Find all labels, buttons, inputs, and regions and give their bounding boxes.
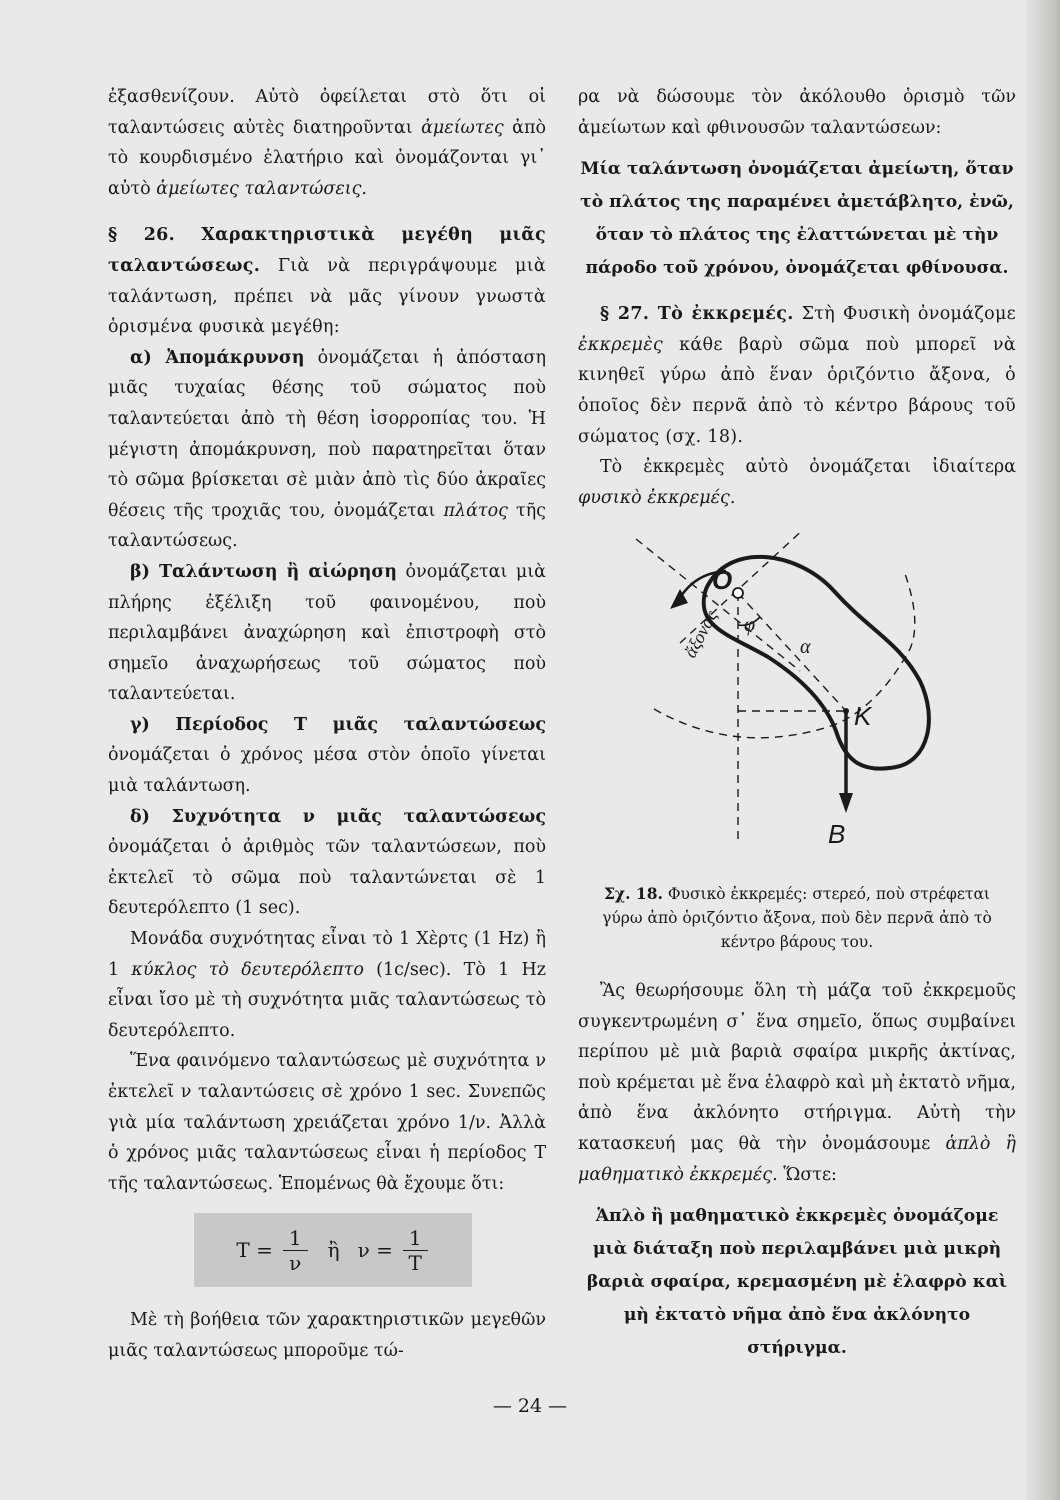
intro-text: ἐξασθενίζουν. Αὐτὸ ὀφείλεται στὸ ὅτι οἱ ταλαντώσεις αὐτὲς διατηροῦνται — [108, 87, 546, 138]
section-26-text: Γιὰ νὰ περιγράψουμε μιὰ ταλάντωση, πρέπει νὰ μᾶς γίνουν γνωστὰ ὁρισμένα φυσικὰ μεγέθη: — [108, 255, 546, 338]
right-intro-paragraph: ρα νὰ δώσουμε τὸν ἀκόλουθο ὁρισμὸ τῶν ἀμείωτων καὶ φθινουσῶν ταλαντώσεων: — [578, 87, 1016, 138]
simple-pendulum-paragraph — [578, 976, 1016, 1190]
formula-nu-lhs: ν = — [357, 1238, 393, 1263]
unit-italic: κύκλος τὸ δευτερόλεπτο — [131, 959, 364, 980]
weight-arrowhead — [839, 793, 853, 813]
section-27-text: Στὴ Φυσικὴ ὀνομάζομε — [801, 304, 1016, 325]
intro-italic: ἀμείωτες — [421, 117, 504, 138]
page-number: — 24 — — [492, 1395, 568, 1417]
fraction-denominator: ν — [289, 1250, 302, 1275]
closing-paragraph: Μὲ τὴ βοήθεια τῶν χαρακτηριστικῶν μεγεθῶν μιᾶς ταλαντώσεως μποροῦμε τώ- — [108, 1310, 546, 1361]
label-phi: φ — [744, 614, 756, 637]
caption-heading: Σχ. 18. — [603, 883, 663, 903]
figure-caption — [578, 882, 1016, 954]
physical-pendulum-paragraph — [578, 452, 1016, 513]
label-b: B — [828, 819, 846, 850]
fraction-1-over-nu — [283, 1226, 308, 1275]
section-26 — [108, 220, 546, 342]
unit-text-2: (1c/sec). Τὸ 1 Hz εἶναι ἴσο μὲ τὴ συχνότητα μιᾶς ταλαντώσεως τὸ δευτερόλεπτο. — [108, 959, 546, 1041]
unit-text: Μονάδα συχνότητας εἶναι τὸ 1 Χὲρτς (1 Hz) ἢ 1 — [108, 929, 546, 980]
item-c-text: ὀνομάζεται ὁ χρόνος μέσα στὸν ὁποῖο γίνεται μιὰ ταλάντωση. — [108, 745, 546, 797]
label-k: K — [854, 701, 872, 732]
left-column — [108, 82, 546, 1367]
section-27-italic: ἐκκρεμὲς — [578, 334, 663, 355]
label-axis: ἄξονας — [679, 607, 722, 662]
fraction-numerator: 1 — [403, 1226, 428, 1251]
fraction-denominator: T — [408, 1250, 422, 1275]
section-27-text-2: κάθε βαρὺ σῶμα ποὺ μπορεῖ νὰ κινηθεῖ γύρω ἀπὸ ἕναν ὁριζόντιο ἄξονα, ὁ ὁποῖος δὲν περνᾶ ἀπὸ τὸ κέντρο βάρους τοῦ σώματος (σχ. 18). — [578, 334, 1016, 447]
simple-pendulum-italic: ἁπλὸ ἢ μαθηματικὸ ἐκκρεμές. — [578, 1133, 1016, 1185]
item-a-text: ὀνομάζεται ἡ ἀπόσταση μιᾶς τυχαίας θέσης τοῦ σώματος ποὺ ταλαντεύεται ἀπὸ τὴ θέση ἰσορροπίας του. Ἡ μέγιστη ἀπομάκρυνση, ποὺ παρατηρεῖται ὅταν τὸ σῶμα βρίσκεται σὲ μιὰν ἀπὸ τὶς δύο ἀκραῖες θέσεις τῆς τροχιᾶς του, ὀνομάζεται — [108, 347, 546, 521]
simple-pendulum-text-2: Ὥστε: — [783, 1164, 837, 1185]
item-b-text: ὀνομάζεται μιὰ πλήρης ἐξέλιξη τοῦ φαινομένου, ποὺ περιλαμβάνει ἀναχώρηση καὶ ἐπιστροφὴ στὸ σημεῖο ἀναχωρήσεως τοῦ σώματος ποὺ ταλαντεύεται. — [108, 561, 546, 705]
item-a — [108, 343, 546, 557]
section-27-title: § 27. Τὸ ἐκκρεμές. — [600, 304, 794, 325]
item-d-heading: δ) Συχνότητα ν μιᾶς ταλαντώσεως — [130, 806, 546, 827]
item-b — [108, 557, 546, 710]
right-column — [578, 82, 1016, 1379]
dashed-ok-line — [738, 593, 846, 711]
item-a-italic: πλάτος — [443, 500, 508, 521]
definition-simple-pendulum: Ἁπλὸ ἢ μαθηματικὸ ἐκκρεμὲς ὀνομάζομε μιὰ διάταξη ποὺ περιλαμβάνει μιὰ μικρὴ βαριὰ σφαίρα, κρεμασμένη μὲ ἐλαφρὸ καὶ μὴ ἐκτατὸ νῆμα ἀπὸ ἕνα ἀκλόνητο στήριγμα. — [586, 1206, 1008, 1359]
simple-pendulum-text: Ἂς θεωρήσουμε ὅλη τὴ μάζα τοῦ ἐκκρεμοῦς συγκεντρωμένη σ᾽ ἕνα σημεῖο, ὅπως συμβαίνει περίπου μὲ μιὰ βαριὰ σφαίρα μικρῆς ἀκτίνας, ποὺ κρέμεται μὲ ἕνα ἐλαφρὸ καὶ μὴ ἐκτατὸ νῆμα, ἀπὸ ἕνα ἀκλόνητο στήριγμα. Αὐτὴ τὴν κατασκευή μας θὰ τὴν ὀνομάσουμε — [578, 980, 1016, 1154]
fraction-numerator: 1 — [283, 1226, 308, 1251]
item-d — [108, 802, 546, 924]
period-paragraph: Ἕνα φαινόμενο ταλαντώσεως μὲ συχνότητα ν ἐκτελεῖ ν ταλαντώσεις σὲ χρόνο 1 sec. Συνεπῶς γιὰ μία ταλάντωση χρειάζεται χρόνο 1/ν. Ἀλλὰ ὁ χρόνος μιᾶς ταλαντώσεως εἶναι ἡ περίοδος T τῆς ταλαντώσεως. Ἑπομένως θὰ ἔχουμε ὅτι: — [108, 1051, 546, 1194]
definition-damped: Μία ταλάντωση ὀνομάζεται ἀμείωτη, ὅταν τὸ πλάτος της παραμένει ἀμετάβλητο, ἐνῶ, ὅταν τὸ πλάτος της ἐλαττώνεται μὲ τὴν πάροδο τοῦ χρόνου, ὀνομάζεται φθίνουσα. — [580, 159, 1014, 279]
section-26-title: § 26. Χαρακτηριστικὰ μεγέθη μιᾶς ταλαντώσεως. — [108, 225, 546, 276]
physical-pendulum-figure — [578, 531, 1016, 861]
label-o: O — [712, 565, 733, 596]
item-a-text-2: τῆς ταλαντώσεως. — [108, 500, 546, 552]
formula-box — [194, 1213, 472, 1287]
item-b-heading: β) Ταλάντωση ἢ αἰώρηση — [130, 561, 397, 582]
section-27 — [578, 299, 1016, 452]
physical-pendulum-italic: φυσικὸ ἐκκρεμές. — [578, 487, 736, 508]
center-of-mass-point — [843, 708, 849, 714]
intro-italic-2: ἀμείωτες ταλαντώσεις. — [156, 178, 367, 199]
label-alpha: α — [800, 636, 811, 659]
item-c-heading: γ) Περίοδος T μιᾶς ταλαντώσεως — [130, 714, 546, 735]
item-d-text: ὀνομάζεται ὁ ἀριθμὸς τῶν ταλαντώσεων, ποὺ ἐκτελεῖ τὸ σῶμα ποὺ ταλαντώνεται σὲ 1 δευτερόλεπτο (1 sec). — [108, 837, 546, 919]
item-c — [108, 710, 546, 802]
intro-paragraph — [108, 82, 546, 204]
unit-paragraph — [108, 924, 546, 1046]
formula-t-lhs: T = — [236, 1238, 273, 1263]
item-a-heading: α) Ἀπομάκρυνση — [130, 347, 305, 368]
caption-text: Φυσικὸ ἐκκρεμές: στερεό, ποὺ στρέφεται γύρω ἀπὸ ὁριζόντιο ἄξονα, ποὺ δὲν περνᾶ ἀπὸ τὸ κέντρο βάρους του. — [602, 884, 992, 951]
intro-text-2: ἀπὸ τὸ κουρδισμένο ἐλατήριο καὶ ὀνομάζονται γι᾽ αὐτὸ — [108, 117, 546, 199]
page-edge-shadow — [1026, 0, 1060, 1500]
formula-or: ἢ — [327, 1238, 340, 1263]
physical-pendulum-text: Τὸ ἐκκρεμὲς αὐτὸ ὀνομάζεται ἰδιαίτερα — [600, 457, 1016, 478]
pivot-point — [733, 588, 743, 598]
fraction-1-over-t — [403, 1226, 428, 1275]
